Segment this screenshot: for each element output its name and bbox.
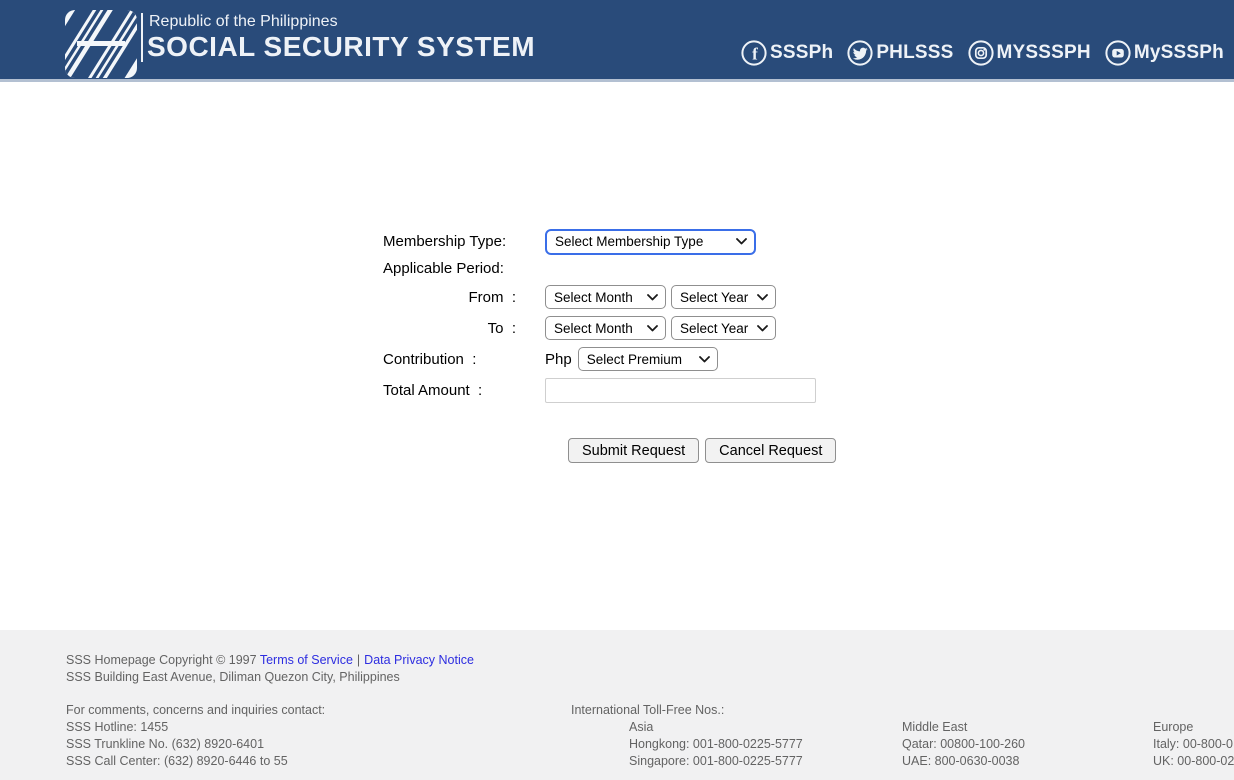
chevron-down-icon — [757, 294, 768, 301]
total-amount-row — [383, 377, 836, 404]
twitter-icon — [847, 40, 873, 66]
premium-select[interactable] — [578, 347, 718, 371]
instagram-icon — [968, 40, 994, 66]
region-name: Middle East — [902, 720, 968, 734]
social-label: MYSSSPH — [996, 42, 1091, 63]
region-name: Europe — [1153, 720, 1194, 734]
region-line: Singapore: 001-800-0225-5777 — [629, 754, 803, 768]
footer-contact-block — [66, 702, 325, 770]
region-line: Italy: 00-800-0 — [1153, 737, 1233, 751]
contribution-label: Contribution : — [383, 350, 477, 368]
currency-label: Php — [545, 350, 572, 368]
premium-selected-value: Select Premium — [586, 351, 682, 367]
region-line: UK: 00-800-02 — [1153, 754, 1234, 768]
chevron-down-icon — [757, 325, 768, 332]
membership-type-row — [383, 228, 836, 255]
applicable-period-row — [383, 259, 836, 277]
social-link-youtube[interactable] — [1105, 40, 1224, 66]
from-year-select[interactable] — [671, 285, 776, 309]
sss-logo-icon — [65, 10, 137, 78]
membership-type-select[interactable] — [545, 229, 756, 255]
social-link-twitter[interactable] — [847, 40, 953, 66]
form-buttons — [568, 438, 836, 463]
region-column-asia — [629, 719, 803, 770]
youtube-icon — [1105, 40, 1131, 66]
social-link-facebook[interactable] — [741, 40, 833, 66]
terms-of-service-link[interactable]: Terms of Service — [259, 653, 353, 667]
chevron-down-icon — [647, 325, 658, 332]
copyright-text: SSS Homepage Copyright © 1997 — [66, 653, 260, 667]
from-month-select[interactable] — [545, 285, 666, 309]
to-year-select[interactable] — [671, 316, 776, 340]
region-line: UAE: 800-0630-0038 — [902, 754, 1020, 768]
membership-type-label: Membership Type: — [383, 233, 507, 250]
membership-type-selected-value: Select Membership Type — [555, 234, 704, 249]
copyright-line — [66, 652, 474, 669]
to-label: To : — [487, 319, 516, 337]
facebook-icon — [741, 40, 767, 66]
to-month-select[interactable] — [545, 316, 666, 340]
region-line: Hongkong: 001-800-0225-5777 — [629, 737, 803, 751]
address-line: SSS Building East Avenue, Diliman Quezon City, Philippines — [66, 670, 400, 684]
footer — [0, 630, 1234, 780]
submit-request-button[interactable]: Submit Request — [568, 438, 699, 463]
contribution-request-form — [383, 228, 836, 463]
svg-text:f: f — [752, 44, 758, 64]
period-to-row — [383, 315, 836, 341]
contact-line: SSS Trunkline No. (632) 8920-6401 — [66, 737, 265, 751]
region-name: Asia — [629, 720, 654, 734]
footer-copyright-block — [66, 652, 474, 686]
total-amount-input[interactable] — [545, 378, 816, 403]
contribution-row — [383, 346, 836, 372]
chevron-down-icon — [699, 356, 710, 363]
applicable-period-label: Applicable Period: — [383, 259, 504, 277]
contact-line: SSS Call Center: (632) 8920-6446 to 55 — [66, 754, 288, 768]
header — [0, 0, 1234, 82]
chevron-down-icon — [736, 238, 747, 245]
social-label: MySSSPh — [1133, 42, 1224, 63]
intl-tollfree-heading: International Toll-Free Nos.: — [571, 703, 725, 717]
region-column-europe — [1153, 719, 1234, 770]
social-label: PHLSSS — [876, 42, 954, 63]
total-amount-label: Total Amount : — [383, 382, 483, 399]
social-links — [741, 40, 1224, 66]
data-privacy-link[interactable]: Data Privacy Notice — [364, 653, 474, 667]
from-label: From : — [468, 288, 516, 306]
from-year-selected-value: Select Year — [680, 289, 749, 305]
brand-republic-text: Republic of the Philippines — [149, 13, 338, 30]
social-link-instagram[interactable] — [968, 40, 1091, 66]
period-from-row — [383, 284, 836, 310]
from-month-selected-value: Select Month — [554, 289, 633, 305]
region-column-middle-east — [902, 719, 1025, 770]
to-year-selected-value: Select Year — [680, 320, 749, 336]
cancel-request-button[interactable]: Cancel Request — [705, 438, 836, 463]
contact-heading: For comments, concerns and inquiries contact: — [66, 703, 326, 717]
social-label: SSSPh — [770, 42, 834, 63]
link-separator: | — [356, 653, 361, 667]
to-month-selected-value: Select Month — [554, 320, 633, 336]
brand-divider — [141, 13, 143, 62]
contact-line: SSS Hotline: 1455 — [66, 720, 169, 734]
page-title: SOCIAL SECURITY SYSTEM — [147, 31, 536, 62]
chevron-down-icon — [647, 294, 658, 301]
region-line: Qatar: 00800-100-260 — [902, 737, 1026, 751]
